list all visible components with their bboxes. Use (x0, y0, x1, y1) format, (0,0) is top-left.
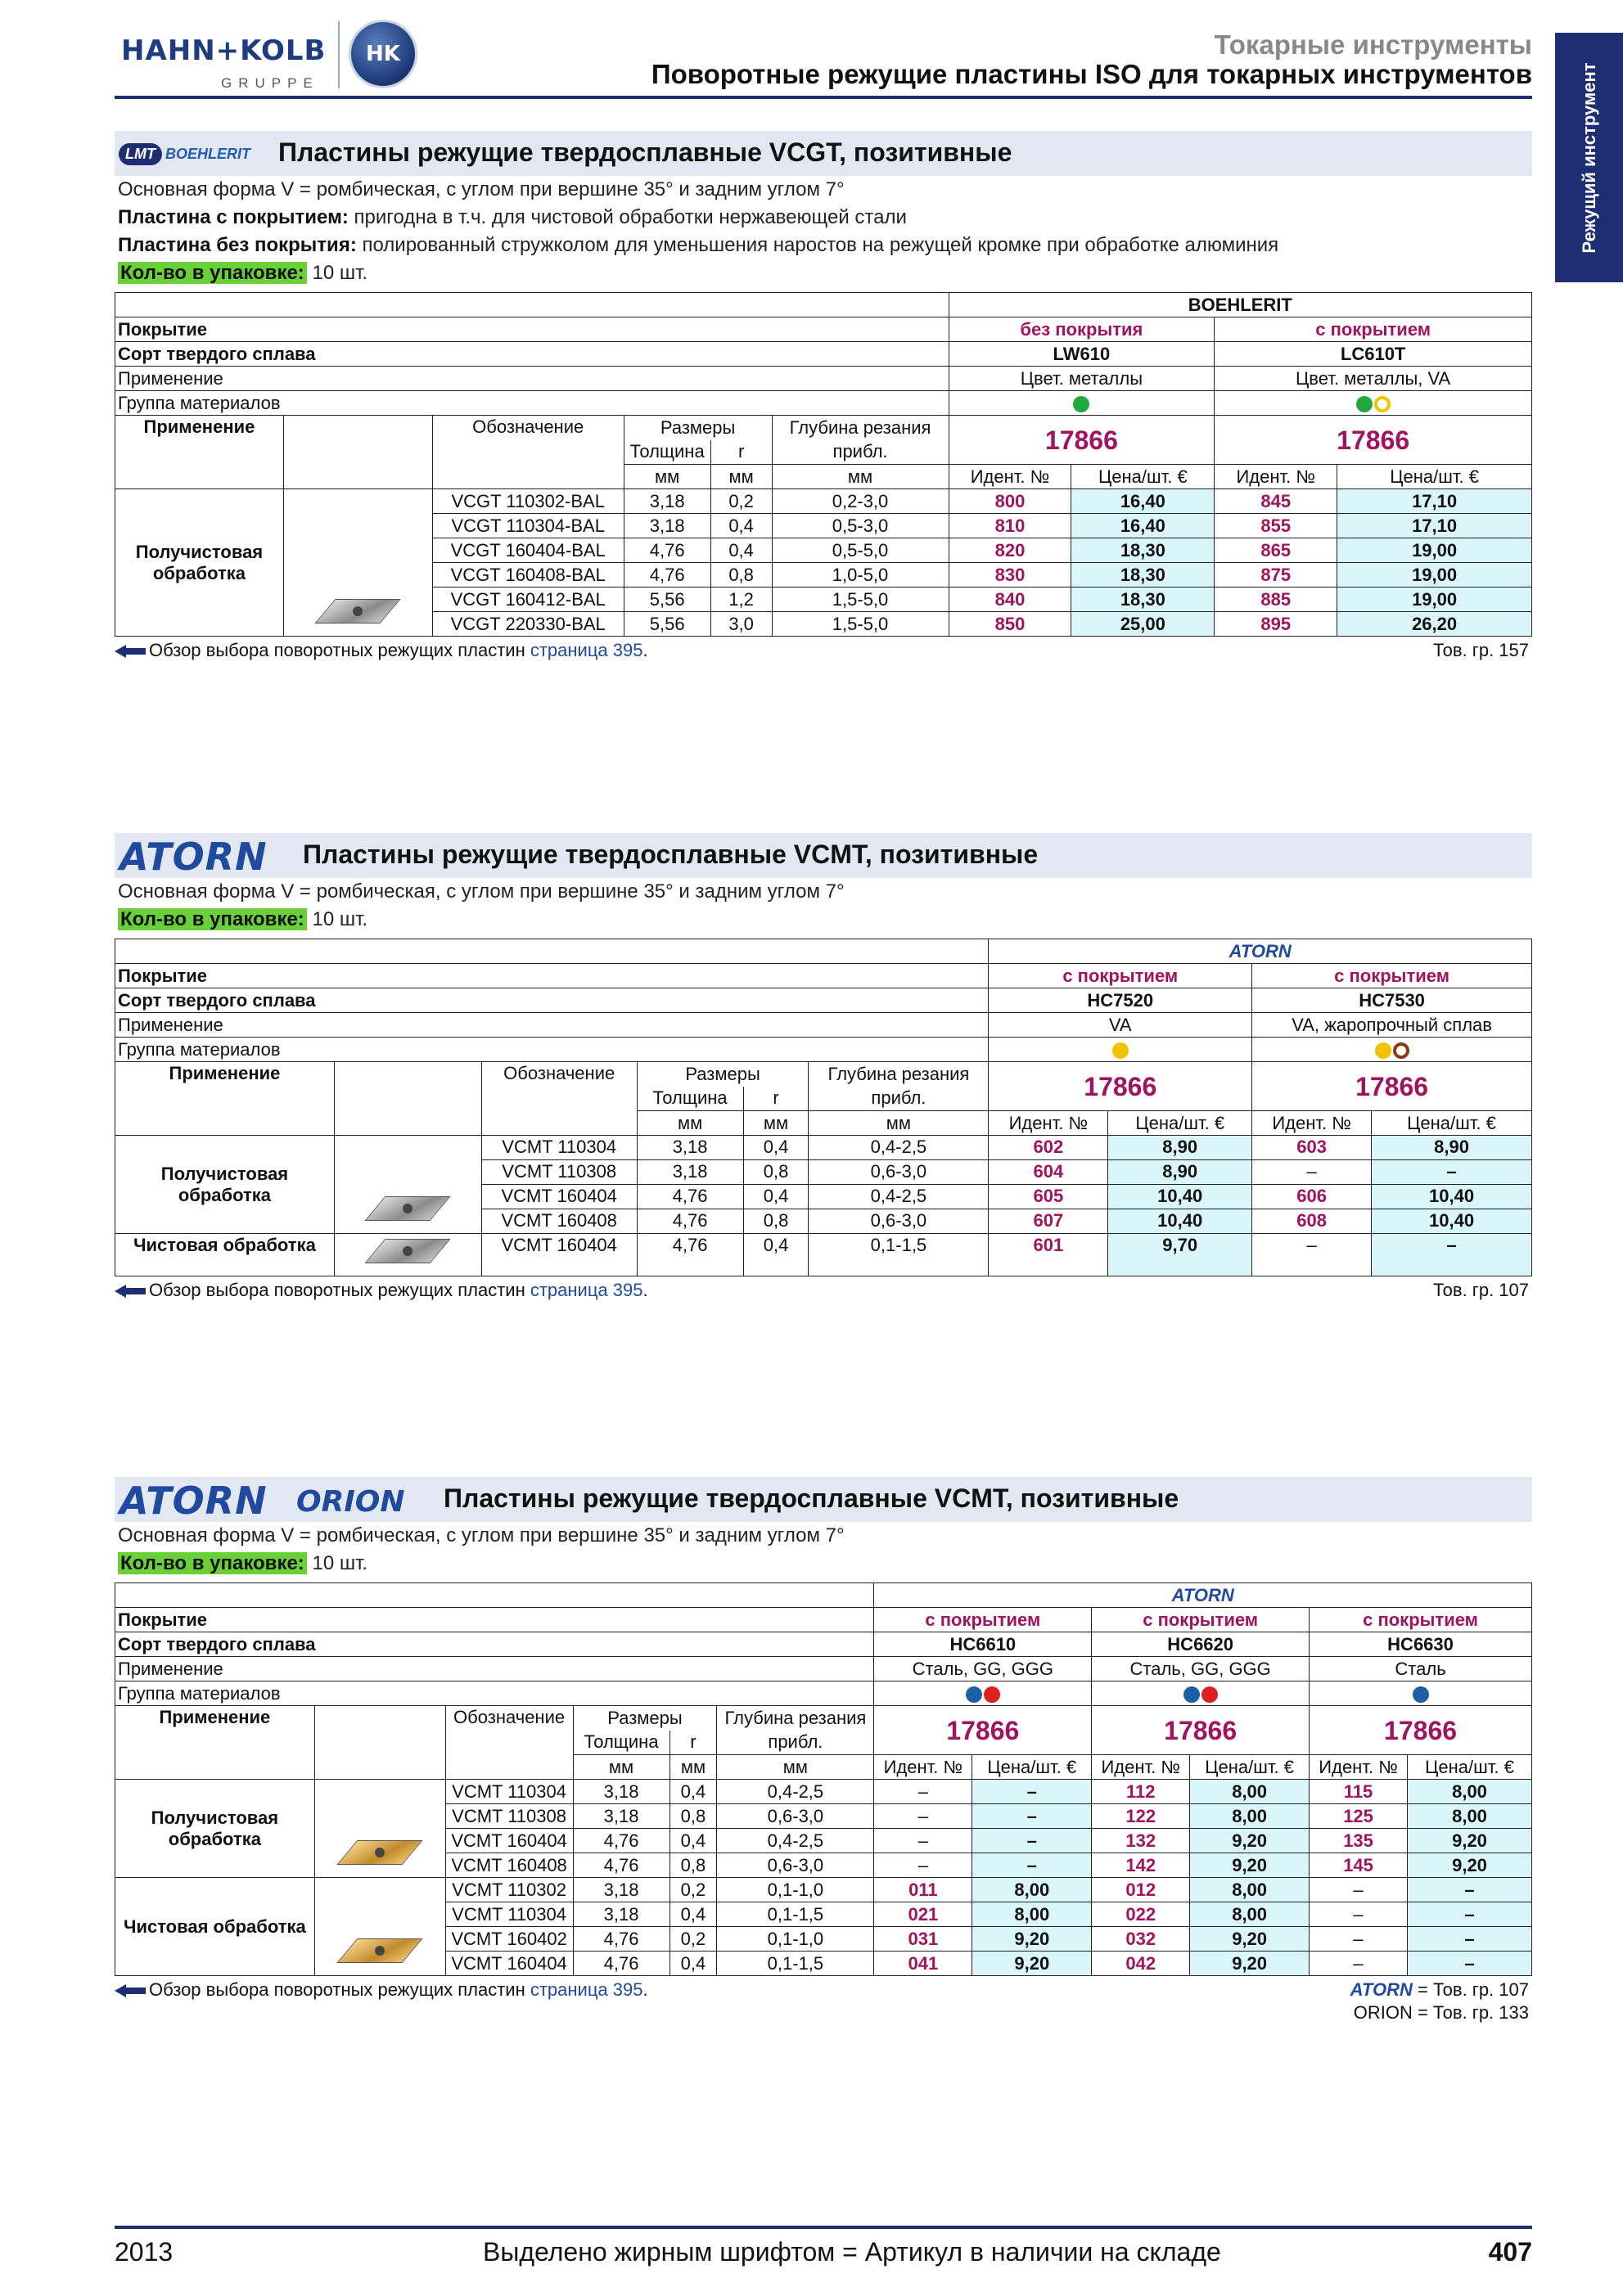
ident-cell: 840 (949, 588, 1071, 612)
ident-cell: 132 (1092, 1829, 1190, 1853)
section-description (115, 878, 1532, 934)
thickness-cell: 3,18 (624, 514, 710, 538)
table-body (115, 1780, 1532, 1976)
header-category: Токарные инструменты (1214, 29, 1532, 60)
thickness-cell: 3,18 (637, 1136, 743, 1160)
price-cell: – (1408, 1878, 1532, 1902)
price-cell: 9,20 (972, 1952, 1092, 1976)
depth-cell: 1,5-5,0 (772, 612, 949, 637)
depth-cell: 0,4-2,5 (809, 1136, 989, 1160)
insert-image-icon (367, 1191, 449, 1227)
section-title-bar (115, 131, 1532, 176)
designation-cell: VCGT 220330-BAL (432, 612, 624, 637)
thickness-cell: 4,76 (573, 1927, 669, 1952)
price-cell: 8,90 (1108, 1136, 1252, 1160)
yellow-dot-icon (1112, 1042, 1129, 1059)
thickness-cell: 4,76 (637, 1209, 743, 1234)
depth-cell: 0,1-1,5 (809, 1234, 989, 1276)
price-cell: 8,00 (1408, 1780, 1532, 1804)
depth-cell: 0,1-1,5 (717, 1952, 874, 1976)
pack-value: 10 шт. (306, 908, 368, 930)
designation-cell: VCGT 160404-BAL (432, 538, 624, 563)
price-cell: – (972, 1804, 1092, 1829)
article-number: 17866 (1310, 1706, 1532, 1755)
red-dot-icon (984, 1686, 1000, 1703)
designation-cell: VCGT 110304-BAL (432, 514, 624, 538)
thickness-cell: 3,18 (573, 1878, 669, 1902)
radius-cell: 0,8 (669, 1804, 717, 1829)
yellow-ring-icon (1374, 396, 1391, 412)
ident-cell: 115 (1310, 1780, 1408, 1804)
depth-cell: 0,1-1,0 (717, 1927, 874, 1952)
ident-cell: 012 (1092, 1878, 1190, 1902)
depth-cell: 0,5-5,0 (772, 538, 949, 563)
row-label: Покрытие (115, 317, 949, 342)
insert-image-icon (317, 594, 399, 630)
section-description (115, 1522, 1532, 1578)
thickness-cell: 3,18 (637, 1160, 743, 1185)
price-cell: 18,30 (1071, 588, 1215, 612)
designation-cell: VCGT 110302-BAL (432, 489, 624, 514)
section-title: Пластины режущие твердосплавные VCMT, позитивные (444, 1483, 1179, 1513)
radius-cell: 0,4 (669, 1829, 717, 1853)
radius-cell: 0,4 (710, 538, 772, 563)
section-title: Пластины режущие твердосплавные VCMT, позитивные (303, 840, 1039, 869)
ident-cell: 865 (1215, 538, 1337, 563)
atorn-logo: ATORN (119, 835, 268, 879)
price-cell: – (1372, 1234, 1532, 1276)
red-dot-icon (1201, 1686, 1218, 1703)
price-cell: – (972, 1829, 1092, 1853)
overview-note: Обзор выбора поворотных режущих пластин страница 395. Тов. гр. 157 (115, 640, 1532, 664)
price-cell: 10,40 (1372, 1209, 1532, 1234)
price-cell: 19,00 (1337, 563, 1532, 588)
ident-cell: 042 (1092, 1952, 1190, 1976)
article-number: 17866 (874, 1706, 1092, 1755)
radius-cell: 0,2 (669, 1927, 717, 1952)
ident-cell: 845 (1215, 489, 1337, 514)
pack-line (118, 906, 1532, 934)
price-cell: 9,20 (1190, 1853, 1310, 1878)
depth-cell: 0,1-1,5 (717, 1902, 874, 1927)
depth-cell: 0,4-2,5 (717, 1829, 874, 1853)
desc-line: Основная форма V = ромбическая, с углом при вершине 35° и задним углом 7° (118, 178, 845, 200)
designation-cell: VCMT 110302 (445, 1878, 573, 1902)
product-group: ATORN = Тов. гр. 107 (1350, 1979, 1529, 2000)
ident-cell: 895 (1215, 612, 1337, 637)
desc-line: Основная форма V = ромбическая, с углом при вершине 35° и задним углом 7° (118, 1524, 845, 1546)
radius-cell: 3,0 (710, 612, 772, 637)
product-table: ATORN Покрытие с покрытием с покрытием с покрытием Сорт твердого сплава HC6610 HC6620 HC6630 Применение Сталь, GG, GGG Сталь, GG, GGG Сталь Группа материалов Применение Обозначение Размеры Глубина резания 17866 17866 17866 Толщина r прибл. мм мм мм Идент. № Цена/шт. € Идент. № Цена/шт. € Идент. № Цена/шт. € Получистовая обработка VCMT 110304 3,18 0,4 0,4-2,5 – – 112 8,00 115 8,00 VCMT 110308 3,18 0,8 0,6-3,0 – – 122 8,00 125 8,00 VCMT 160404 4,76 0,4 0,4-2,5 – – 132 9,20 135 9,20 VCMT 160408 4,76 0,8 0,6-3,0 – – 142 9,20 145 9,20 Чистовая обработка VCMT 110302 3,18 0,2 0,1-1,0 011 8,00 012 8,00 – – VCMT 110304 3,18 0,4 0,1-1,5 021 8,00 022 8,00 – – VCMT 160402 4,76 0,2 0,1-1,0 031 9,20 032 9,20 – – VCMT 160404 4,76 0,4 0,1-1,5 041 9,20 042 9,20 – – (115, 1582, 1532, 1976)
price-cell: – (972, 1780, 1092, 1804)
ident-cell: 800 (949, 489, 1071, 514)
footer-rule (115, 2226, 1532, 2229)
ident-cell: 112 (1092, 1780, 1190, 1804)
table-body (115, 489, 1532, 637)
section-description (115, 176, 1532, 287)
desc-line: Пластина с покрытием: пригодна в т.ч. для чистовой обработки нержавеющей стали (118, 206, 907, 228)
desc-line: Основная форма V = ромбическая, с углом при вершине 35° и задним углом 7° (118, 880, 845, 903)
lmt-pill: LMT (119, 143, 162, 165)
depth-cell: 0,4-2,5 (809, 1185, 989, 1209)
price-cell: 8,00 (1190, 1902, 1310, 1927)
price-cell: 19,00 (1337, 538, 1532, 563)
price-cell: 9,20 (1190, 1829, 1310, 1853)
ident-cell: – (874, 1804, 972, 1829)
thickness-cell: 4,76 (624, 563, 710, 588)
designation-cell: VCMT 160408 (445, 1853, 573, 1878)
ident-cell: 032 (1092, 1927, 1190, 1952)
price-cell: 9,20 (1408, 1829, 1532, 1853)
footer-year: 2013 (115, 2237, 174, 2267)
radius-cell: 0,8 (743, 1209, 809, 1234)
arrow-left-icon (115, 1285, 146, 1298)
price-cell: 8,00 (972, 1902, 1092, 1927)
page-link[interactable]: страница 395 (530, 1979, 643, 2000)
ident-cell: 604 (989, 1160, 1108, 1185)
product-table: BOEHLERIT Покрытие без покрытия с покрытием Сорт твердого сплава LW610 LC610T Применение Цвет. металлы Цвет. металлы, VA Группа материалов Применение Обозначение Размеры Глубина резания 17866 17866 Толщина r прибл. мм мм мм Идент. № Цена/шт. € Идент. № Цена/шт. € Получистовая обработка VCGT 110302-BAL 3,18 0,2 0,2-3,0 800 16,40 845 17,10 VCGT 110304-BAL 3,18 0,4 0,5-3,0 810 16,40 855 17,10 VCGT 160404-BAL 4,76 0,4 0,5-5,0 820 18,30 865 19,00 VCGT 160408-BAL 4,76 0,8 1,0-5,0 830 18,30 875 19,00 VCGT 160412-BAL 5,56 1,2 1,5-5,0 840 18,30 885 19,00 VCGT 220330-BAL 5,56 3,0 1,5-5,0 850 25,00 895 26,20 (115, 292, 1532, 637)
ident-cell: 820 (949, 538, 1071, 563)
insert-image-icon (367, 1234, 449, 1270)
ident-cell: – (874, 1829, 972, 1853)
ident-cell: – (1252, 1160, 1372, 1185)
section-title-bar (115, 1477, 1532, 1522)
radius-cell: 0,4 (743, 1234, 809, 1276)
application-group: Получистовая обработка (115, 489, 284, 637)
ident-cell: 830 (949, 563, 1071, 588)
price-cell: 17,10 (1337, 514, 1532, 538)
green-dot-icon (1073, 396, 1089, 412)
logo-sub: GRUPPE (221, 75, 319, 91)
product-table: ATORN Покрытие с покрытием с покрытием Сорт твердого сплава HC7520 HC7530 Применение VA VA, жаропрочный сплав Группа материалов Применение Обозначение Размеры Глубина резания 17866 17866 Толщина r прибл. мм мм мм Идент. № Цена/шт. € Идент. № Цена/шт. € Получистовая обработка VCMT 110304 3,18 0,4 0,4-2,5 602 8,90 603 8,90 VCMT 110308 3,18 0,8 0,6-3,0 604 8,90 – – VCMT 160404 4,76 0,4 0,4-2,5 605 10,40 606 10,40 VCMT 160408 4,76 0,8 0,6-3,0 607 10,40 608 10,40 Чистовая обработка VCMT 160404 4,76 0,4 0,1-1,5 601 9,70 – – (115, 939, 1532, 1276)
price-cell: 9,20 (1190, 1927, 1310, 1952)
ident-cell: 135 (1310, 1829, 1408, 1853)
price-cell: 9,70 (1108, 1234, 1252, 1276)
boehlerit-text: BOEHLERIT (165, 145, 250, 162)
price-cell: 8,90 (1108, 1160, 1252, 1185)
blue-dot-icon (1413, 1686, 1429, 1703)
ident-cell: 603 (1252, 1136, 1372, 1160)
header-title: Поворотные режущие пластины ISO для токарных инструментов (651, 59, 1532, 89)
radius-cell: 0,8 (743, 1160, 809, 1185)
price-cell: 17,10 (1337, 489, 1532, 514)
table-row (115, 1234, 1532, 1276)
depth-cell: 0,6-3,0 (717, 1853, 874, 1878)
ident-cell: 850 (949, 612, 1071, 637)
price-cell: 16,40 (1071, 489, 1215, 514)
price-cell: 25,00 (1071, 612, 1215, 637)
price-cell: 18,30 (1071, 538, 1215, 563)
product-group: Тов. гр. 107 (1432, 1280, 1529, 1300)
thickness-cell: 5,56 (624, 588, 710, 612)
thickness-cell: 4,76 (624, 538, 710, 563)
ident-cell: 125 (1310, 1804, 1408, 1829)
ident-cell: 602 (989, 1136, 1108, 1160)
ident-cell: 601 (989, 1234, 1108, 1276)
article-number: 17866 (1092, 1706, 1310, 1755)
section-title-bar (115, 833, 1532, 878)
designation-cell: VCMT 110308 (445, 1804, 573, 1829)
insert-image-icon (339, 1934, 421, 1970)
ident-cell: – (1310, 1927, 1408, 1952)
designation-cell: VCMT 160402 (445, 1927, 573, 1952)
designation-cell: VCMT 160404 (445, 1952, 573, 1976)
depth-cell: 0,5-3,0 (772, 514, 949, 538)
ident-cell: 142 (1092, 1853, 1190, 1878)
yellow-dot-icon (1375, 1042, 1391, 1059)
designation-cell: VCMT 110304 (445, 1902, 573, 1927)
price-cell: 8,00 (972, 1878, 1092, 1902)
side-tab (1555, 33, 1623, 282)
thickness-cell: 3,18 (573, 1902, 669, 1927)
application-group: Чистовая обработка (115, 1878, 315, 1976)
radius-cell: 0,4 (710, 514, 772, 538)
article-number: 17866 (949, 416, 1215, 465)
price-cell: 10,40 (1108, 1209, 1252, 1234)
ident-cell: 810 (949, 514, 1071, 538)
ident-cell: – (874, 1780, 972, 1804)
page-link[interactable]: страница 395 (530, 640, 643, 660)
depth-cell: 0,6-3,0 (809, 1209, 989, 1234)
pack-value: 10 шт. (306, 262, 368, 284)
table-row (115, 1780, 1532, 1804)
hahn-kolb-logo (121, 18, 416, 91)
thickness-cell: 5,56 (624, 612, 710, 637)
brand-header: ATORN (874, 1583, 1532, 1608)
ident-cell: 875 (1215, 563, 1337, 588)
ident-cell: 607 (989, 1209, 1108, 1234)
thickness-cell: 4,76 (573, 1853, 669, 1878)
radius-cell: 0,8 (710, 563, 772, 588)
designation-cell: VCMT 160404 (481, 1185, 637, 1209)
overview-note: Обзор выбора поворотных режущих пластин страница 395. ATORN = Тов. гр. 107 ORION = Тов. гр. 133 (115, 1979, 1532, 2028)
logo-divider (338, 21, 340, 88)
ident-cell: 145 (1310, 1853, 1408, 1878)
product-group: Тов. гр. 157 (1432, 640, 1529, 660)
lmt-boehlerit-logo (119, 141, 264, 167)
price-cell: 8,00 (1190, 1878, 1310, 1902)
section-vcgt (115, 131, 1532, 664)
orion-logo: ORION (296, 1485, 405, 1519)
price-cell: – (1408, 1952, 1532, 1976)
pack-label: Кол-во в упаковке: (118, 262, 307, 284)
footer-note: Выделено жирным шрифтом = Артикул в наличии на складе (483, 2237, 1221, 2267)
thickness-cell: 4,76 (573, 1829, 669, 1853)
ident-cell: 885 (1215, 588, 1337, 612)
radius-cell: 0,4 (669, 1952, 717, 1976)
ident-cell: 608 (1252, 1209, 1372, 1234)
ident-cell: – (1252, 1234, 1372, 1276)
logo-mark-icon: HK (349, 20, 417, 88)
designation-cell: VCMT 110304 (481, 1136, 637, 1160)
ident-cell: 606 (1252, 1185, 1372, 1209)
designation-cell: VCGT 160412-BAL (432, 588, 624, 612)
designation-cell: VCMT 110304 (445, 1780, 573, 1804)
price-cell: – (1372, 1160, 1532, 1185)
pack-line (118, 1550, 1532, 1578)
ident-cell: 855 (1215, 514, 1337, 538)
price-cell: 8,00 (1190, 1804, 1310, 1829)
page-link[interactable]: страница 395 (530, 1280, 643, 1300)
price-cell: 10,40 (1108, 1185, 1252, 1209)
pack-value: 10 шт. (306, 1552, 368, 1574)
radius-cell: 0,4 (743, 1185, 809, 1209)
depth-cell: 1,0-5,0 (772, 563, 949, 588)
green-dot-icon (1356, 396, 1373, 412)
article-number: 17866 (1215, 416, 1532, 465)
ident-cell: – (1310, 1878, 1408, 1902)
price-cell: 26,20 (1337, 612, 1532, 637)
article-number: 17866 (989, 1062, 1252, 1111)
brand-header: BOEHLERIT (949, 293, 1532, 317)
ident-cell: – (874, 1853, 972, 1878)
price-cell: 10,40 (1372, 1185, 1532, 1209)
price-cell: – (1408, 1902, 1532, 1927)
table-body (115, 1136, 1532, 1276)
depth-cell: 0,6-3,0 (717, 1804, 874, 1829)
depth-cell: 1,5-5,0 (772, 588, 949, 612)
pack-label: Кол-во в упаковке: (118, 1552, 307, 1574)
price-cell: 9,20 (972, 1927, 1092, 1952)
designation-cell: VCMT 160404 (481, 1234, 637, 1276)
ident-cell: 021 (874, 1902, 972, 1927)
depth-cell: 0,6-3,0 (809, 1160, 989, 1185)
pack-line (118, 259, 1532, 287)
article-number: 17866 (1252, 1062, 1532, 1111)
ident-cell: 122 (1092, 1804, 1190, 1829)
arrow-left-icon (115, 645, 146, 658)
ident-cell: 022 (1092, 1902, 1190, 1927)
material-dots (949, 391, 1215, 416)
price-cell: 19,00 (1337, 588, 1532, 612)
price-cell: 18,30 (1071, 563, 1215, 588)
price-cell: 9,20 (1190, 1952, 1310, 1976)
price-cell: – (1408, 1927, 1532, 1952)
blue-dot-icon (966, 1686, 982, 1703)
page-number: 407 (1488, 2237, 1532, 2267)
radius-cell: 1,2 (710, 588, 772, 612)
desc-line: Пластина без покрытия: полированный стружколом для уменьшения наростов на режущей кромке при обработке алюминия (118, 234, 1279, 256)
radius-cell: 0,4 (669, 1902, 717, 1927)
designation-cell: VCGT 160408-BAL (432, 563, 624, 588)
thickness-cell: 3,18 (573, 1804, 669, 1829)
ident-cell: 041 (874, 1952, 972, 1976)
application-group: Получистовая обработка (115, 1780, 315, 1878)
thickness-cell: 3,18 (624, 489, 710, 514)
designation-cell: VCMT 160404 (445, 1829, 573, 1853)
table-row (115, 1136, 1532, 1160)
ident-cell: 031 (874, 1927, 972, 1952)
radius-cell: 0,4 (743, 1136, 809, 1160)
price-cell: 9,20 (1408, 1853, 1532, 1878)
thickness-cell: 3,18 (573, 1780, 669, 1804)
brand-header: ATORN (989, 939, 1532, 964)
price-cell: 8,00 (1190, 1780, 1310, 1804)
product-group-orion: ORION = Тов. гр. 133 (1353, 2002, 1529, 2023)
thickness-cell: 4,76 (573, 1952, 669, 1976)
ident-cell: 605 (989, 1185, 1108, 1209)
arrow-left-icon (115, 1984, 146, 1997)
thickness-cell: 4,76 (637, 1185, 743, 1209)
radius-cell: 0,8 (669, 1853, 717, 1878)
price-cell: 8,00 (1408, 1804, 1532, 1829)
ident-cell: 011 (874, 1878, 972, 1902)
side-tab-label: Режущий инструмент (1578, 61, 1599, 254)
logo-text: HAHN+KOLB (121, 34, 327, 67)
insert-image-icon (339, 1835, 421, 1871)
radius-cell: 0,2 (669, 1878, 717, 1902)
overview-note: Обзор выбора поворотных режущих пластин страница 395. Тов. гр. 107 (115, 1280, 1532, 1304)
depth-cell: 0,4-2,5 (717, 1780, 874, 1804)
section-vcmt-atorn (115, 833, 1532, 1304)
application-group: Чистовая обработка (115, 1234, 335, 1276)
section-vcmt-atorn-orion (115, 1477, 1532, 2028)
radius-cell: 0,4 (669, 1780, 717, 1804)
blue-dot-icon (1183, 1686, 1200, 1703)
depth-cell: 0,1-1,0 (717, 1878, 874, 1902)
table-row (115, 1878, 1532, 1902)
price-cell: 16,40 (1071, 514, 1215, 538)
designation-cell: VCMT 110308 (481, 1160, 637, 1185)
section-title: Пластины режущие твердосплавные VCGT, позитивные (278, 137, 1012, 167)
ident-cell: – (1310, 1902, 1408, 1927)
material-dots (1215, 391, 1532, 416)
header-rule (115, 96, 1532, 99)
depth-cell: 0,2-3,0 (772, 489, 949, 514)
brown-ring-icon (1393, 1042, 1409, 1059)
price-cell: 8,90 (1372, 1136, 1532, 1160)
radius-cell: 0,2 (710, 489, 772, 514)
atorn-logo: ATORN (119, 1479, 268, 1523)
pack-label: Кол-во в упаковке: (118, 908, 307, 930)
table-row (115, 489, 1532, 514)
ident-cell: – (1310, 1952, 1408, 1976)
thickness-cell: 4,76 (637, 1234, 743, 1276)
designation-cell: VCMT 160408 (481, 1209, 637, 1234)
application-group: Получистовая обработка (115, 1136, 335, 1234)
price-cell: – (972, 1853, 1092, 1878)
